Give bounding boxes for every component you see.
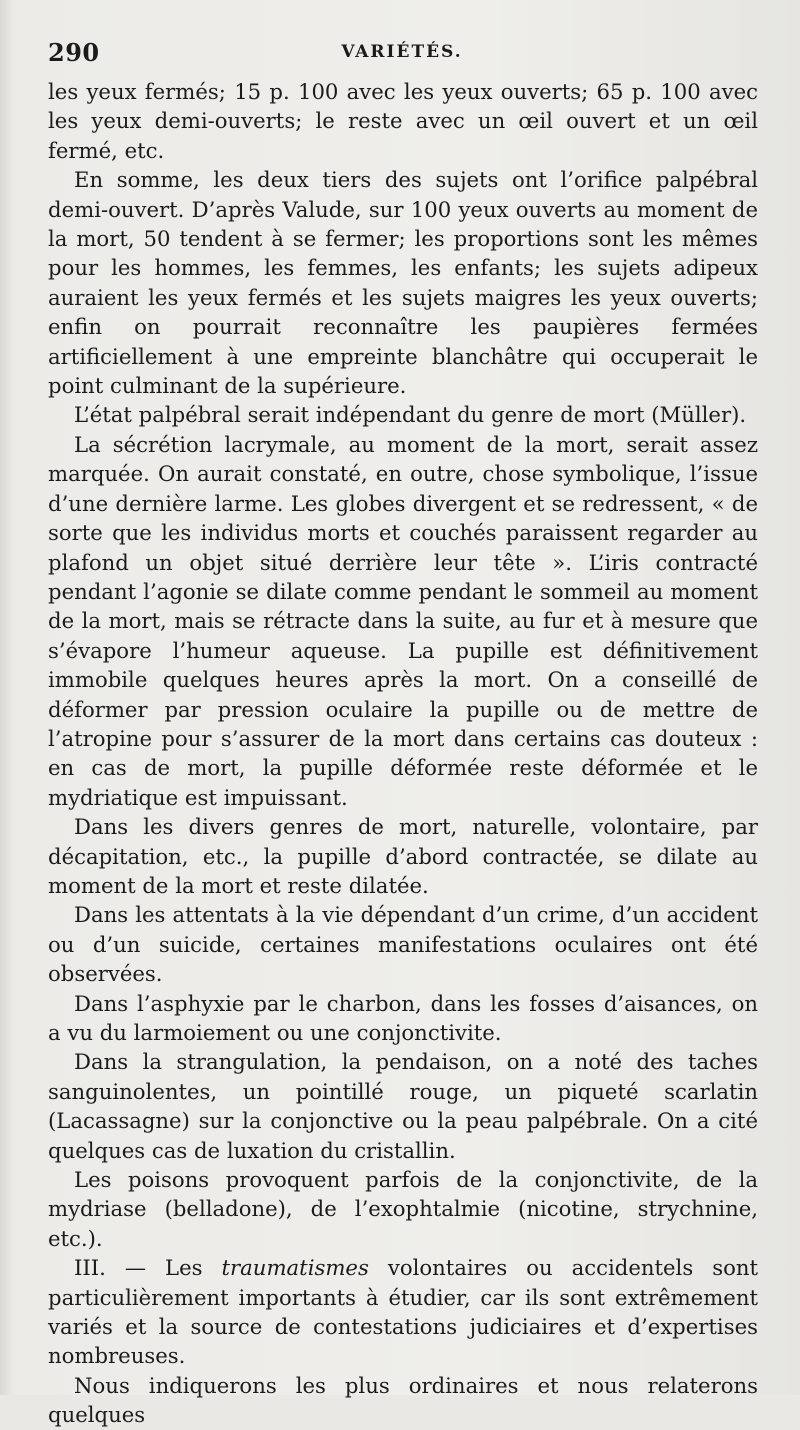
paragraph: En somme, les deux tiers des sujets ont l’orifice palpébral demi-ouvert. D’après Valude, sur 100 yeux ouverts au moment de la mort, 50 tendent à se fermer; les proportions sont les mêmes pour les hommes, les femmes, les enfants; les sujets adipeux auraient les yeux fermés et les sujets maigres les yeux ouverts; enfin on pourrait reconnaître les paupières fermées artificiellement à une empreinte blanchâtre qui occuperait le point culminant de la supérieure. (48, 167, 758, 399)
page-header (48, 38, 756, 68)
running-head: VARIÉTÉS. (341, 42, 463, 62)
emphasis-term: traumatismes (221, 1255, 369, 1281)
paragraph: Dans les divers genres de mort, naturelle, volontaire, par décapitation, etc., la pupille d’abord contractée, se dilate au moment de la mort et reste dilatée. (48, 814, 758, 898)
paragraph: La sécrétion lacrymale, au moment de la mort, serait assez marquée. On aurait constaté, en outre, chose symbolique, l’issue d’une dernière larme. Les globes divergent et se redressent, « de sorte que les individus morts et couchés paraissent regarder au plafond un objet situé derrière leur tête ». L’iris contracté pendant l’agonie se dilate comme pendant le sommeil au moment de la mort, mais se rétracte dans la suite, au fur et à mesure que s’évapore l’humeur aqueuse. La pupille est définitivement immobile quelques heures après la mort. On a conseillé de déformer par pression oculaire la pupille ou de mettre de l’atropine pour s’assurer de la mort dans certains cas douteux : en cas de mort, la pupille déformée reste déformée et le mydriatique est impuissant. (48, 431, 758, 810)
paragraph: Les poisons provoquent parfois de la conjonctivite, de la mydriase (belladone), de l’exophtalmie (nicotine, strychnine, etc.). (48, 1167, 758, 1251)
paragraph-prefix: III. — Les (74, 1255, 222, 1281)
paragraph: Dans la strangulation, la pendaison, on a noté des taches sanguinolentes, un pointillé rouge, un piqueté scarlatin (Lacassagne) sur la conjonctive ou la peau palpébrale. On a cité quelques cas de luxation du cristallin. (48, 1049, 758, 1163)
page-number: 290 (48, 38, 100, 67)
body-text (48, 77, 758, 1430)
paragraph (48, 1253, 758, 1371)
paragraph: Dans les attentats à la vie dépendant d’un crime, d’un accident ou d’un suicide, certaines manifestations oculaires ont été observées. (48, 902, 758, 987)
paragraph: Nous indiquerons les plus ordinaires et nous relaterons quelques (48, 1372, 758, 1428)
paragraph-suffix: volontaires ou accidentels sont particulièrement importants à étudier, car ils sont extrêmement variés et la source de contestations judiciaires et d’expertises nombreuses. (48, 1255, 759, 1369)
paragraph: L’état palpébral serait indépendant du genre de mort (Müller). (74, 402, 747, 428)
paragraph: Dans l’asphyxie par le charbon, dans les fosses d’aisances, on a vu du larmoiement ou une conjonctivite. (48, 990, 758, 1045)
paragraph: les yeux fermés; 15 p. 100 avec les yeux ouverts; 65 p. 100 avec les yeux demi-ouverts; le reste avec un œil ouvert et un œil fermé, etc. (48, 79, 758, 163)
